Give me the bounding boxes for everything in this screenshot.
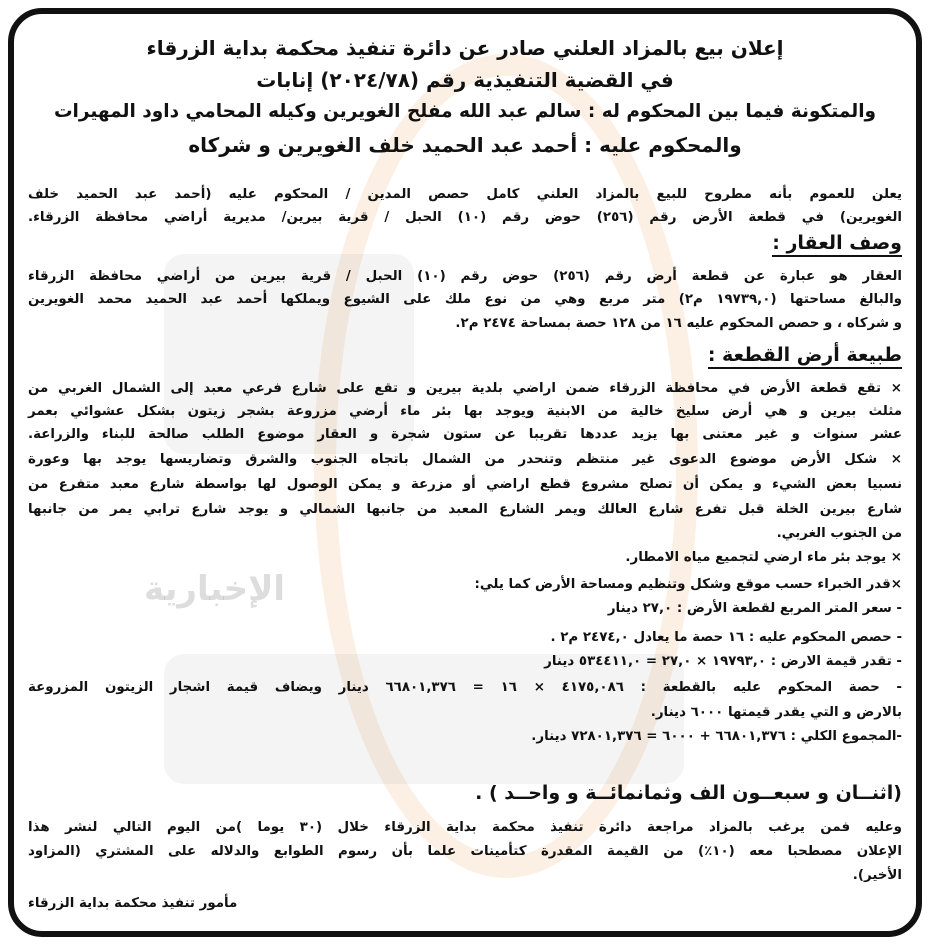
intro-line: الغويرين) في قطعة الأرض رقم (٢٥٦) حوض رقم (١٠) الحبل / قرية بيرين/ مديرية أراضي محافظة الزرقاء. <box>28 210 903 225</box>
amount-in-words: (اثنــان و سبعــون الف وثمانمائــة و واحــد ) . <box>475 782 902 804</box>
property-line: و شركاه ، و حصص المحكوم عليه ١٦ من ١٢٨ حصة بمساحة ٢٤٧٤ م٢. <box>455 316 902 331</box>
notice-content <box>14 14 916 931</box>
property-description-heading: وصف العقار : <box>772 232 902 257</box>
notice-frame <box>8 8 922 937</box>
land-line: شارع بيرين الخلة قبل تفرع شارع العالك ويمر الشارع المعبد من جانبها الشمالي و يوجد شارع ترابي يمر من جانبها <box>28 502 902 517</box>
land-line: ×قدر الخبراء حسب موقع وشكل وتنظيم ومساحة الأرض كما يلي: <box>474 577 902 592</box>
notice-title: إعلان بيع بالمزاد العلني صادر عن دائرة تنفيذ محكمة بداية الزرقاء <box>146 36 784 60</box>
land-line: بالارض و التي يقدر قيمتها ٦٠٠٠ دينار. <box>650 705 902 720</box>
land-line: -المجموع الكلي : ٦٦٨٠١,٣٧٦ + ٦٠٠٠ = ٧٢٨٠١,٣٧٦ دينار. <box>531 729 902 744</box>
property-line: والبالغ مساحتها (١٩٧٣٩,٠ م٢) متر مربع وهي من نوع ملك على الشيوع ويملكها أحمد عبد الحميد محمد الغويرين <box>28 292 902 307</box>
land-line: من الجنوب الغربي. <box>776 526 902 541</box>
land-line: × شكل الأرض موضوع الدعوى غير منتظم وتنحدر من الشمال باتجاه الجنوب والشرق وتضاريسها يوجد بها وعورة <box>28 452 902 467</box>
closing-line: وعليه فمن يرغب بالمزاد مراجعة دائرة تنفيذ محكمة بداية الزرقاء خلال (٣٠ يوما )من اليوم التالي لنشر هذا <box>28 820 903 835</box>
land-nature-heading: طبيعة أرض القطعة : <box>708 344 902 369</box>
land-line: نسبيا بعض الشيء و يمكن أن تصلح مشروع قطع اراضي أو مزرعة و يمكن الوصول لها بواسطة شارع معبد متفرع من <box>28 477 902 492</box>
plaintiff-line: والمتكونة فيما بين المحكوم له : سالم عبد الله مفلح الغويرين وكيله المحامي داود المهيرات <box>53 101 877 122</box>
land-line: - حصة المحكوم عليه بالقطعة : ٤١٧٥,٠٨٦ × ١٦ = ٦٦٨٠١,٣٧٦ دينار ويضاف قيمة اشجار الزيتون المزروعة <box>28 680 902 695</box>
intro-line: يعلن للعموم بأنه مطروح للبيع بالمزاد العلني كامل حصص المدين / المحكوم عليه (أحمد عبد الحميد خلف <box>28 187 902 202</box>
case-number-line: في القضية التنفيذية رقم (٢٠٢٤/٧٨) إنابات <box>256 68 674 92</box>
watermark-text: الإخبارية <box>144 569 286 609</box>
defendant-line: والمحكوم عليه : أحمد عبد الحميد خلف الغويرين و شركاه <box>188 133 742 157</box>
land-line: - تقدر قيمة الارض : ١٩٧٩٣,٠ × ٢٧,٠ = ٥٣٤٤١١,٠ دينار <box>544 654 902 669</box>
land-line: مثلث بيرين و هي أرض سليخ خالية من الابنية ويوجد بها بئر ماء أرضي مزروعة بشجر زيتون بشكل عشوائي بعمر <box>28 404 902 419</box>
land-line: × تقع قطعة الأرض في محافظة الزرقاء ضمن اراضي بلدية بيرين و تقع على شارع فرعي معبد إلى الشمال الغربي من <box>28 381 902 396</box>
land-line: - سعر المتر المربع لقطعة الأرض : ٢٧,٠ دينار <box>607 601 902 616</box>
signature: مأمور تنفيذ محكمة بداية الزرقاء <box>28 896 238 911</box>
land-line: عشر سنوات و غير معتنى بها يزيد عددها تقريبا عن ستون شجرة و العقار موضوع الطلب صالحة للبناء والزراعة. <box>28 427 902 442</box>
closing-line: الأخير). <box>852 868 902 883</box>
land-line: × يوجد بئر ماء ارضي لتجميع مياه الامطار. <box>625 550 902 565</box>
closing-line: الإعلان مصطحبا معه (١٠٪) من القيمة المقدرة كتأمينات علما بأن رسوم الطوابع والدلاله على المشتري (المزاود <box>28 844 902 859</box>
property-line: العقار هو عبارة عن قطعة أرض رقم (٢٥٦) حوض رقم (١٠) الحبل / قرية بيرين من أراضي محافظة الزرقاء <box>28 269 903 284</box>
land-line: - حصص المحكوم عليه : ١٦ حصة ما يعادل ٢٤٧٤,٠ م٢ . <box>550 630 902 645</box>
